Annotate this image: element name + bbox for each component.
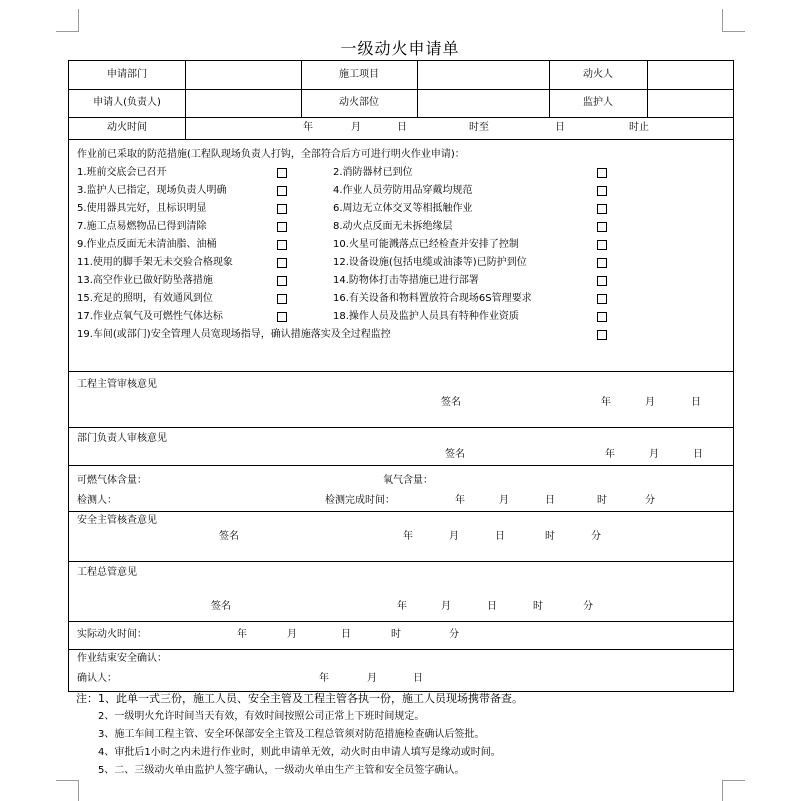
measure-checkbox[interactable] [277,294,287,304]
text-hour-stop: 时止 [629,122,649,133]
measure-checkbox[interactable] [597,186,607,196]
measure-checkbox[interactable] [597,222,607,232]
label-test-done-time: 检测完成时间： [325,495,395,506]
measure-checkbox[interactable] [277,204,287,214]
measure-item: 6.周边无立体交叉等相抵触作业 [333,203,473,214]
text-day: 日 [413,673,423,684]
text-minute: 分 [591,531,601,542]
text-year: 年 [303,122,313,133]
label-dept-review: 部门负责人审核意见 [77,433,167,444]
measure-item: 9.作业点反面无未清油脂、油桶 [77,239,217,250]
crop-mark-top-right [722,9,745,32]
measure-item: 12.设备设施(包括电缆或油漆等)已防护到位 [333,257,527,268]
label-engineering-review: 工程主管审核意见 [77,379,157,390]
measure-item: 17.作业点氧气及可燃性气体达标 [77,311,223,322]
text-month: 月 [441,601,451,612]
measure-checkbox[interactable] [597,168,607,178]
text-hour: 时 [545,531,555,542]
text-day: 日 [545,495,555,506]
label-tester: 检测人： [77,495,117,506]
crop-mark-bottom-left [56,780,79,801]
row-divider [69,117,733,118]
text-sign: 签名 [211,601,231,612]
text-year: 年 [319,673,329,684]
measure-item: 19.车间(或部门)安全管理人员宽现场指导，确认措施落实及全过程监控 [77,329,391,340]
col-divider [647,61,648,117]
text-month: 月 [449,531,459,542]
text-day: 日 [693,449,703,460]
col-divider [417,61,418,117]
text-day: 日 [487,601,497,612]
text-day: 日 [555,122,565,133]
row-divider [69,89,733,90]
measure-checkbox[interactable] [277,222,287,232]
label-fire-operator: 动火人 [583,69,613,80]
row-divider [69,511,733,512]
row-divider [69,427,733,428]
measure-item: 2.消防器材已到位 [333,167,413,178]
measure-checkbox[interactable] [597,330,607,340]
text-day: 日 [397,122,407,133]
row-divider [69,561,733,562]
text-year: 年 [403,531,413,542]
measure-checkbox[interactable] [597,276,607,286]
text-hour: 时 [597,495,607,506]
row-divider [69,139,733,140]
text-month: 月 [351,122,361,133]
label-guardian: 监护人 [583,97,613,108]
row-divider [69,371,733,372]
row-divider [69,649,733,650]
label-oxygen: 氧气含量： [383,475,433,486]
text-year: 年 [455,495,465,506]
label-combustible-gas: 可燃气体含量： [77,475,147,486]
text-hour: 时 [391,629,401,640]
text-month: 月 [649,449,659,460]
text-month: 月 [499,495,509,506]
measure-item: 15.充足的照明，有效通风到位 [77,293,213,304]
measure-item: 11.使用的脚手架无未交验合格现象 [77,257,233,268]
measure-item: 8.动火点反面无未拆绝缘层 [333,221,453,232]
measure-item: 18.操作人员及监护人员具有特种作业资质 [333,311,519,322]
note-line: 4、审批后1小时之内未进行作业时，则此申请单无效，动火时由申请人填写是缘动或时间。 [98,747,501,758]
measure-item: 13.高空作业已做好防坠落措施 [77,275,213,286]
label-actual-fire-time: 实际动火时间： [77,629,147,640]
note-line: 注：1、此单一式三份，施工人员、安全主管及工程主管各执一份，施工人员现场携带备查。 [76,692,523,705]
measure-checkbox[interactable] [597,312,607,322]
text-day: 日 [691,397,701,408]
measure-checkbox[interactable] [597,294,607,304]
text-month: 月 [645,397,655,408]
crop-mark-bottom-right [722,780,745,801]
label-fire-time: 动火时间 [107,122,147,133]
measure-item: 10.火星可能溅落点已经检查并安排了控制 [333,239,519,250]
measure-checkbox[interactable] [277,240,287,250]
crop-mark-top-left [56,9,79,32]
measure-item: 7.施工点易燃物品已得到清除 [77,221,207,232]
text-sign: 签名 [441,397,461,408]
measure-item: 1.班前交底会已召开 [77,167,167,178]
measure-checkbox[interactable] [597,204,607,214]
text-day: 日 [341,629,351,640]
measure-item: 5.使用器具完好，且标识明显 [77,203,207,214]
label-end-confirm: 作业结束安全确认： [77,653,167,664]
note-line: 2、一级明火允许时间当天有效，有效时间按照公司正常上下班时间规定。 [98,711,425,722]
measure-item: 16.有关设备和物料置放符合现场6S管理要求 [333,293,532,304]
label-project: 施工项目 [339,69,379,80]
text-sign: 签名 [445,449,465,460]
measure-checkbox[interactable] [277,186,287,196]
measure-checkbox[interactable] [277,312,287,322]
label-engineering-chief-review: 工程总管意见 [77,567,137,578]
measure-item: 4.作业人员劳防用品穿戴均规范 [333,185,473,196]
measure-item: 3.监护人已指定，现场负责人明确 [77,185,227,196]
row-divider [69,465,733,466]
measure-checkbox[interactable] [277,276,287,286]
form-title: 一级动火申请单 [340,39,460,58]
measure-checkbox[interactable] [597,240,607,250]
measure-item: 14.防物体打击等措施已进行部署 [333,275,479,286]
col-divider [185,61,186,139]
text-hour: 时 [533,601,543,612]
label-safety-review: 安全主管核查意见 [77,515,157,526]
text-minute: 分 [583,601,593,612]
measure-checkbox[interactable] [277,168,287,178]
text-minute: 分 [449,629,459,640]
text-sign: 签名 [219,531,239,542]
label-fire-location: 动火部位 [339,97,379,108]
text-year: 年 [397,601,407,612]
text-year: 年 [237,629,247,640]
measure-checkbox[interactable] [277,258,287,268]
label-applicant: 申请人(负责人) [93,97,161,108]
text-year: 年 [601,397,611,408]
text-month: 月 [367,673,377,684]
label-applying-dept: 申请部门 [107,69,147,80]
note-line: 3、施工车间工程主管、安全环保部安全主管及工程总管须对防范措施检查确认后签批。 [98,729,485,740]
row-divider [69,621,733,622]
note-line: 5、二、三级动火单由监护人签字确认，一级动火单由生产主管和安全员签字确认。 [98,765,465,776]
label-confirmer: 确认人： [77,673,117,684]
text-minute: 分 [645,495,655,506]
text-hour-to: 时至 [469,122,489,133]
text-month: 月 [287,629,297,640]
text-day: 日 [495,531,505,542]
permit-form-table [68,60,734,692]
measure-checkbox[interactable] [597,258,607,268]
measures-intro: 作业前已采取的防范措施(工程队现场负责人打钩，全部符合后方可进行明火作业申请)： [77,149,465,160]
text-year: 年 [605,449,615,460]
